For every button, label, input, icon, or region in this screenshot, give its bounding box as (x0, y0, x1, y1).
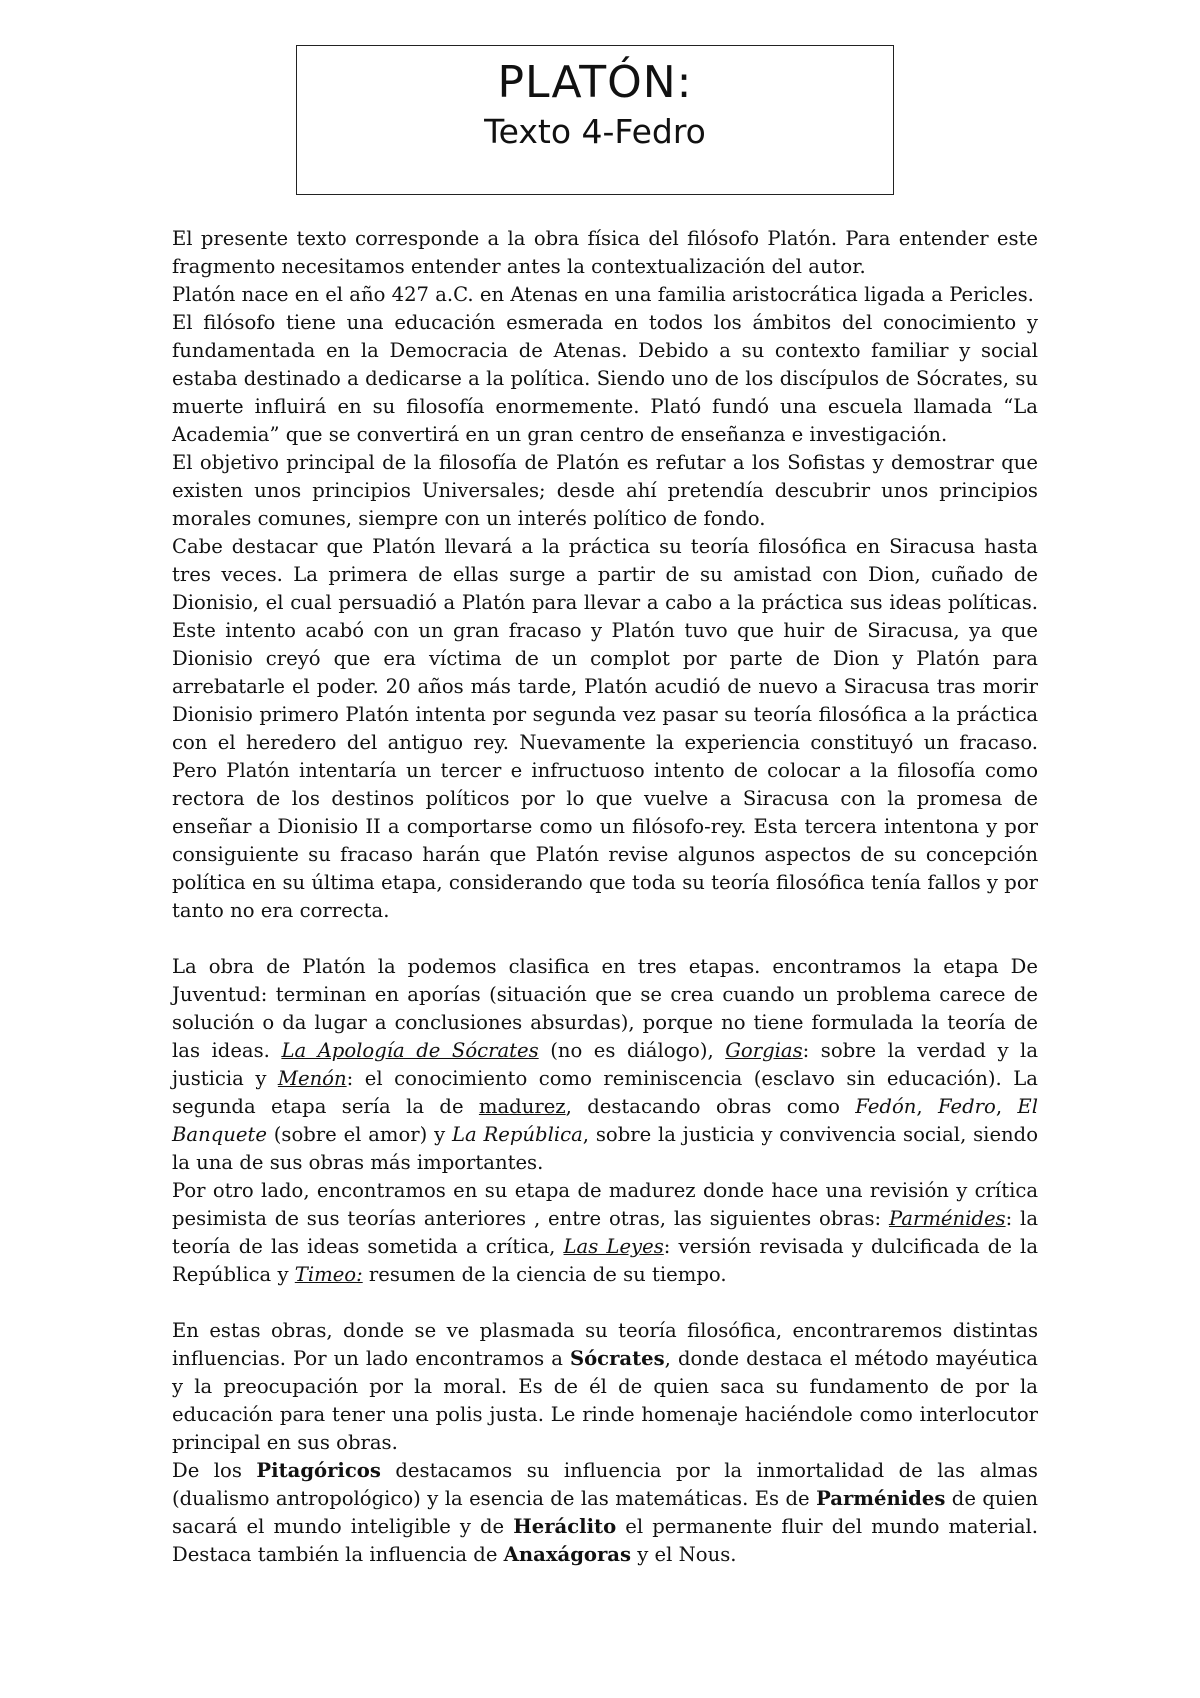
text-run: En estas obras, donde se ve plasmada su teoría filosófica, encontraremos distintas influencias. Por un lado encontramos a (172, 1319, 1038, 1370)
work-leyes: Las Leyes (563, 1235, 664, 1258)
text-run: y el Nous. (631, 1543, 737, 1566)
text-run: , donde destaca el método mayéutica y la preocupación por la moral. Es de él de quien saca su fundamento de por la educación para tener una polis justa. Le rinde homenaje haciéndole como interlocutor principal en sus obras. (172, 1347, 1038, 1454)
work-apologia: La Apología de Sócrates (281, 1039, 539, 1062)
name-anaxagoras: Anaxágoras (503, 1543, 632, 1566)
paragraph-birth: Platón nace en el año 427 a.C. en Atenas en una familia aristocrática ligada a Pericles. (172, 283, 1034, 306)
text-run: Por otro lado, encontramos en su etapa de madurez donde hace una revisión y crítica pesimista de sus teorías anteriores , entre otras, las siguientes obras: (172, 1179, 1038, 1230)
name-parmenides: Parménides (816, 1487, 946, 1510)
paragraph-late-stage (172, 1177, 1038, 1289)
work-timeo: Timeo: (294, 1263, 363, 1286)
paragraph-stages (172, 953, 1038, 1177)
paragraph-education: El filósofo tiene una educación esmerada en todos los ámbitos del conocimiento y fundamentada en la Democracia de Atenas. Debido a su contexto familiar y social estaba destinado a dedicarse a la política. Siendo uno de los discípulos de Sócrates, su muerte influirá en su filosofía enormemente. Plató fundó una escuela llamada “La Academia” que se convertirá en un gran centro de enseñanza e investigación. (172, 311, 1038, 446)
text-run: , (916, 1095, 938, 1118)
work-fedro: Fedro (937, 1095, 996, 1118)
text-run: , (995, 1095, 1018, 1118)
text-run: de quien sacará el mundo inteligible y de (172, 1487, 1038, 1538)
spacer (172, 925, 1038, 953)
paragraph-siracusa: Cabe destacar que Platón llevará a la práctica su teoría filosófica en Siracusa hasta tres veces. La primera de ellas surge a partir de su amistad con Dion, cuñado de Dionisio, el cual persuadió a Platón para llevar a cabo a la práctica sus ideas políticas. Este intento acabó con un gran fracaso y Platón tuvo que huir de Siracusa, ya que Dionisio creyó que era víctima de un complot por parte de Dion y Platón para arrebatarle el poder. 20 años más tarde, Platón acudió de nuevo a Siracusa tras morir Dionisio primero Platón intenta por segunda vez pasar su teoría filosófica a la práctica con el heredero del antiguo rey. Nuevamente la experiencia constituyó un fracaso. Pero Platón intentaría un tercer e infructuoso intento de colocar a la filosofía como rectora de los destinos políticos por lo que vuelve a Siracusa con la promesa de enseñar a Dionisio II a comportarse como un filósofo-rey. Esta tercera intentona y por consiguiente su fracaso harán que Platón revise algunos aspectos de su concepción política en su última etapa, considerando que toda su teoría filosófica tenía fallos y por tanto no era correcta. (172, 535, 1038, 922)
text-run: (sobre el amor) y (266, 1123, 453, 1146)
text-run: : versión revisada y dulcificada de la República y (172, 1235, 1038, 1286)
paragraph-objective: El objetivo principal de la filosofía de Platón es refutar a los Sofistas y demostrar que existen unos principios Universales; desde ahí pretendía descubrir unos principios morales comunes, siempre con un interés político de fondo. (172, 451, 1038, 530)
text-run: , sobre la justicia y convivencia social, siendo la una de sus obras más importantes. (172, 1123, 1038, 1174)
text-run: (no es diálogo), (538, 1039, 726, 1062)
text-run: destacamos su influencia por la inmortalidad de las almas (dualismo antropológico) y la esencia de las matemáticas. Es de (172, 1459, 1038, 1510)
title-box (296, 45, 894, 195)
text-run: : la teoría de las ideas sometida a crítica, (172, 1207, 1039, 1258)
work-banquete: El Banquete (172, 1095, 1038, 1146)
term-madurez: madurez (478, 1095, 566, 1118)
name-heraclito: Heráclito (513, 1515, 617, 1538)
work-parmenides: Parménides (888, 1207, 1006, 1230)
text-run: , destacando obras como (565, 1095, 856, 1118)
work-menon: Menón (277, 1067, 347, 1090)
work-republica: La República (452, 1123, 583, 1146)
document-body (172, 225, 1038, 1569)
text-run: La obra de Platón la podemos clasifica en tres etapas. encontramos la etapa De Juventud: terminan en aporías (situación que se crea cuando un problema carece de solución o da lugar a conclusiones absurdas), porque no tiene formulada la teoría de las ideas. (172, 955, 1038, 1062)
paragraph-other-influences (172, 1457, 1038, 1569)
work-gorgias: Gorgias (725, 1039, 803, 1062)
paragraph-influences (172, 1317, 1038, 1457)
paragraph-intro: El presente texto corresponde a la obra física del filósofo Platón. Para entender este fragmento necesitamos entender antes la contextualización del autor. (172, 227, 1038, 278)
text-run: De los (172, 1459, 257, 1482)
page-subtitle: Texto 4-Fedro (484, 112, 706, 151)
text-run: resumen de la ciencia de su tiempo. (362, 1263, 727, 1286)
text-run: : el conocimiento como reminiscencia (esclavo sin educación). La segunda etapa sería la de (172, 1067, 1038, 1118)
name-socrates: Sócrates (569, 1347, 665, 1370)
spacer (172, 1289, 1038, 1317)
text-run: : sobre la verdad y la justicia y (172, 1039, 1038, 1090)
work-fedon: Fedón (855, 1095, 917, 1118)
name-pitagoricos: Pitagóricos (256, 1459, 381, 1482)
text-run: el permanente fluir del mundo material. Destaca también la influencia de (172, 1515, 1038, 1566)
page-title: PLATÓN: (497, 57, 693, 108)
